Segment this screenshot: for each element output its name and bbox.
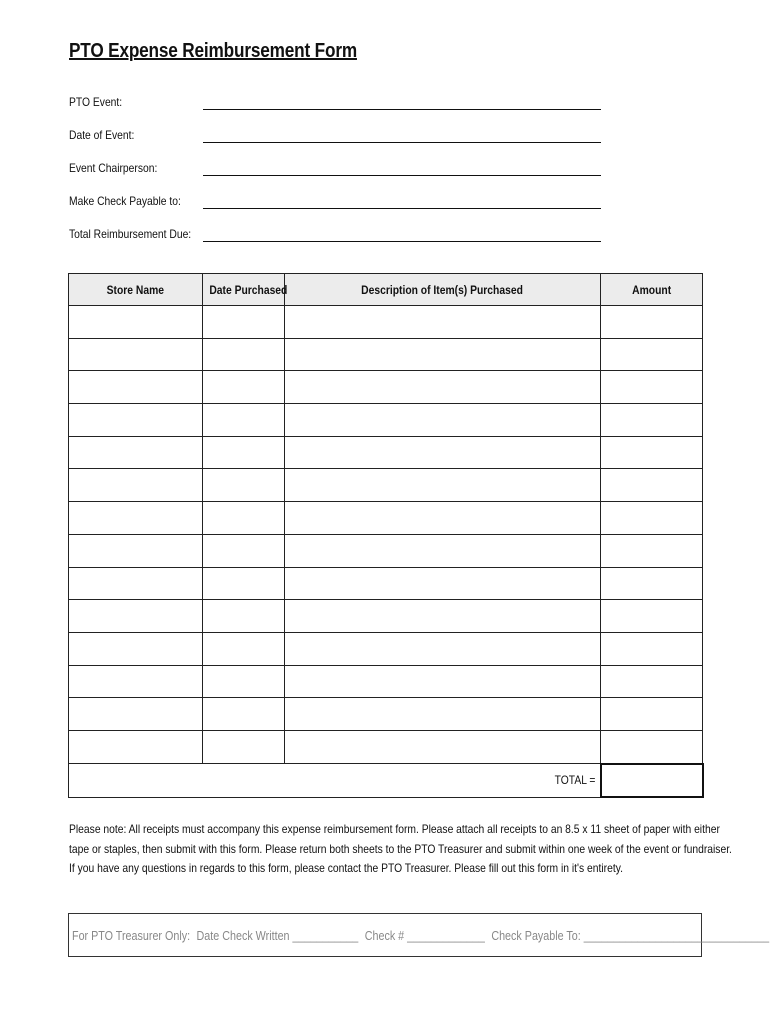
description-cell[interactable] (285, 632, 601, 665)
date-purchased-cell[interactable] (203, 730, 285, 763)
description-header: Description of Item(s) Purchased (285, 274, 601, 306)
note-line: If you have any questions in regards to this form, please contact the PTO Treasurer. Please fill out this form in it's entirety. (69, 861, 623, 875)
table-row (69, 436, 703, 469)
total-reimbursement-field[interactable] (69, 225, 601, 247)
date-of-event-label: Date of Event: (69, 128, 135, 142)
amount-cell[interactable] (601, 730, 703, 763)
store-name-cell[interactable] (69, 698, 203, 731)
date-purchased-header: Date Purchased (203, 274, 285, 306)
description-cell[interactable] (285, 534, 601, 567)
amount-cell[interactable] (601, 665, 703, 698)
table-row (69, 338, 703, 371)
date-purchased-cell[interactable] (203, 371, 285, 404)
table-row (69, 306, 703, 339)
table-row (69, 404, 703, 437)
event-chairperson-label: Event Chairperson: (69, 161, 158, 175)
store-name-cell[interactable] (69, 338, 203, 371)
treasurer-check-payable-field[interactable]: Check Payable To: _______________________________ (491, 929, 770, 943)
date-purchased-cell[interactable] (203, 567, 285, 600)
date-of-event-field[interactable] (69, 126, 601, 148)
pto-event-field[interactable] (69, 93, 601, 115)
amount-cell[interactable] (601, 469, 703, 502)
pto-event-label: PTO Event: (69, 95, 123, 109)
description-cell[interactable] (285, 371, 601, 404)
date-purchased-cell[interactable] (203, 600, 285, 633)
amount-cell[interactable] (601, 436, 703, 469)
store-name-header: Store Name (69, 274, 203, 306)
check-number-field[interactable]: Check # _____________ (364, 929, 485, 943)
store-name-cell[interactable] (69, 371, 203, 404)
store-name-cell[interactable] (69, 469, 203, 502)
date-purchased-cell[interactable] (203, 665, 285, 698)
date-purchased-cell[interactable] (203, 404, 285, 437)
date-purchased-cell[interactable] (203, 469, 285, 502)
note-line: Please note: All receipts must accompany this expense reimbursement form. Please attach all receipts to an 8.5 x 11 sheet of paper with either (69, 822, 720, 836)
table-row (69, 665, 703, 698)
amount-cell[interactable] (601, 338, 703, 371)
date-of-event-line[interactable] (203, 142, 601, 143)
table-row (69, 469, 703, 502)
description-cell[interactable] (285, 436, 601, 469)
description-cell[interactable] (285, 469, 601, 502)
check-payable-field[interactable] (69, 192, 601, 214)
store-name-cell[interactable] (69, 665, 203, 698)
description-cell[interactable] (285, 730, 601, 763)
store-name-cell[interactable] (69, 306, 203, 339)
table-row (69, 502, 703, 535)
table-row (69, 600, 703, 633)
treasurer-text (72, 929, 770, 943)
total-reimbursement-line[interactable] (203, 241, 601, 242)
total-amount-cell[interactable] (601, 764, 703, 798)
store-name-cell[interactable] (69, 600, 203, 633)
amount-cell[interactable] (601, 371, 703, 404)
amount-cell[interactable] (601, 632, 703, 665)
table-row (69, 632, 703, 665)
description-cell[interactable] (285, 404, 601, 437)
treasurer-label: For PTO Treasurer Only: (72, 929, 191, 943)
description-cell[interactable] (285, 567, 601, 600)
date-purchased-cell[interactable] (203, 306, 285, 339)
form-title: PTO Expense Reimbursement Form (69, 40, 357, 62)
check-payable-line[interactable] (203, 208, 601, 209)
date-purchased-cell[interactable] (203, 436, 285, 469)
date-purchased-cell[interactable] (203, 632, 285, 665)
description-cell[interactable] (285, 698, 601, 731)
amount-cell[interactable] (601, 534, 703, 567)
table-row (69, 567, 703, 600)
date-purchased-cell[interactable] (203, 534, 285, 567)
amount-cell[interactable] (601, 502, 703, 535)
table-row (69, 371, 703, 404)
treasurer-box (68, 913, 770, 957)
description-cell[interactable] (285, 502, 601, 535)
description-cell[interactable] (285, 600, 601, 633)
date-check-written-field[interactable]: Date Check Written ___________ (196, 929, 359, 943)
table-row (69, 730, 703, 763)
description-cell[interactable] (285, 665, 601, 698)
amount-header: Amount (601, 274, 703, 306)
receipt-note (69, 820, 732, 879)
pto-event-line[interactable] (203, 109, 601, 110)
amount-cell[interactable] (601, 600, 703, 633)
amount-cell[interactable] (601, 698, 703, 731)
total-row (69, 764, 703, 798)
description-cell[interactable] (285, 338, 601, 371)
total-label: TOTAL = (69, 764, 601, 798)
total-reimbursement-label: Total Reimbursement Due: (69, 227, 192, 241)
table-row (69, 534, 703, 567)
store-name-cell[interactable] (69, 632, 203, 665)
note-line: tape or staples, then submit with this form. Please return both sheets to the PTO Treasurer and submit within one week of the event or fundraiser. (69, 841, 732, 856)
amount-cell[interactable] (601, 567, 703, 600)
event-chairperson-field[interactable] (69, 159, 601, 181)
expense-table (68, 273, 704, 798)
date-purchased-cell[interactable] (203, 502, 285, 535)
event-chairperson-line[interactable] (203, 175, 601, 176)
store-name-cell[interactable] (69, 567, 203, 600)
amount-cell[interactable] (601, 404, 703, 437)
store-name-cell[interactable] (69, 730, 203, 763)
table-header-row (69, 274, 703, 306)
date-purchased-cell[interactable] (203, 338, 285, 371)
amount-cell[interactable] (601, 306, 703, 339)
check-payable-label: Make Check Payable to: (69, 194, 181, 208)
store-name-cell[interactable] (69, 404, 203, 437)
table-row (69, 698, 703, 731)
store-name-cell[interactable] (69, 502, 203, 535)
date-purchased-cell[interactable] (203, 698, 285, 731)
store-name-cell[interactable] (69, 436, 203, 469)
store-name-cell[interactable] (69, 534, 203, 567)
description-cell[interactable] (285, 306, 601, 339)
expense-rows (69, 306, 703, 764)
